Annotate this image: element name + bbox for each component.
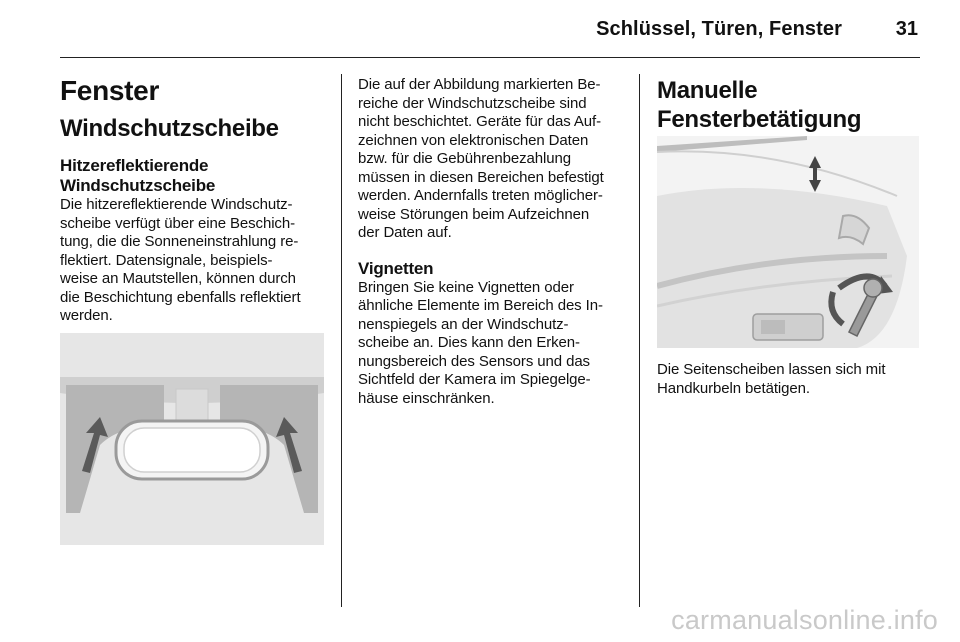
watermark: carmanualsonline.info (671, 605, 938, 635)
figure-caption (657, 361, 919, 398)
door-crank-figure (657, 136, 919, 348)
column-divider-right (639, 74, 640, 607)
page-number: 31 (895, 18, 918, 40)
column-divider-left (341, 74, 342, 607)
column-1 (60, 76, 332, 326)
subsection-heading-vignetten: Vignetten (358, 258, 434, 278)
body-paragraph: Bringen Sie keine Vignetten oder ähnliche Elemente im Bereich des In- nenspiegels an der Windschutz- scheibe an. Dies kann den Erken- nungsbereich des Sensors und das Sichtfeld der Kamera im Spiegelge- häuse einschränken. (358, 278, 603, 407)
chapter-title: Fenster (60, 75, 160, 106)
body-paragraph: Die hitzereflektierende Windschutz- scheibe verfügt über eine Beschich- tung, die die Sonneneinstrahlung re- flektiert. Datensignale, beispiels- weise an Mautstellen, können durch die Beschichtung ebenfalls reflektiert werden. (60, 196, 301, 324)
section-heading: Manuelle Fensterbetätigung (657, 77, 862, 133)
header-divider (60, 57, 920, 58)
section-heading: Windschutzscheibe (60, 115, 279, 142)
windshield-mirror-figure (60, 333, 324, 545)
column-2 (358, 76, 626, 408)
section-title: Schlüssel, Türen, Fenster (596, 18, 842, 40)
caption-text: Die Seitenscheiben lassen sich mit Handkurbeln betätigen. (657, 361, 886, 397)
column-3 (657, 76, 919, 134)
door-window-crank-illustration-icon (657, 136, 919, 348)
subsection-heading: Hitzereflektierende Windschutzscheibe (60, 156, 216, 195)
body-paragraph: Die auf der Abbildung markierten Be- reiche der Windschutzscheibe sind nicht beschichtet. Geräte für das Auf- zeichnen von elektronischen Daten bzw. für die Gebührenbezahlung müssen in diesen Bereichen befestigt werden. Andernfalls treten möglicher- weise Störungen beim Aufzeichnen der Daten auf. (358, 76, 604, 241)
windshield-mirror-illustration-icon (60, 333, 324, 545)
